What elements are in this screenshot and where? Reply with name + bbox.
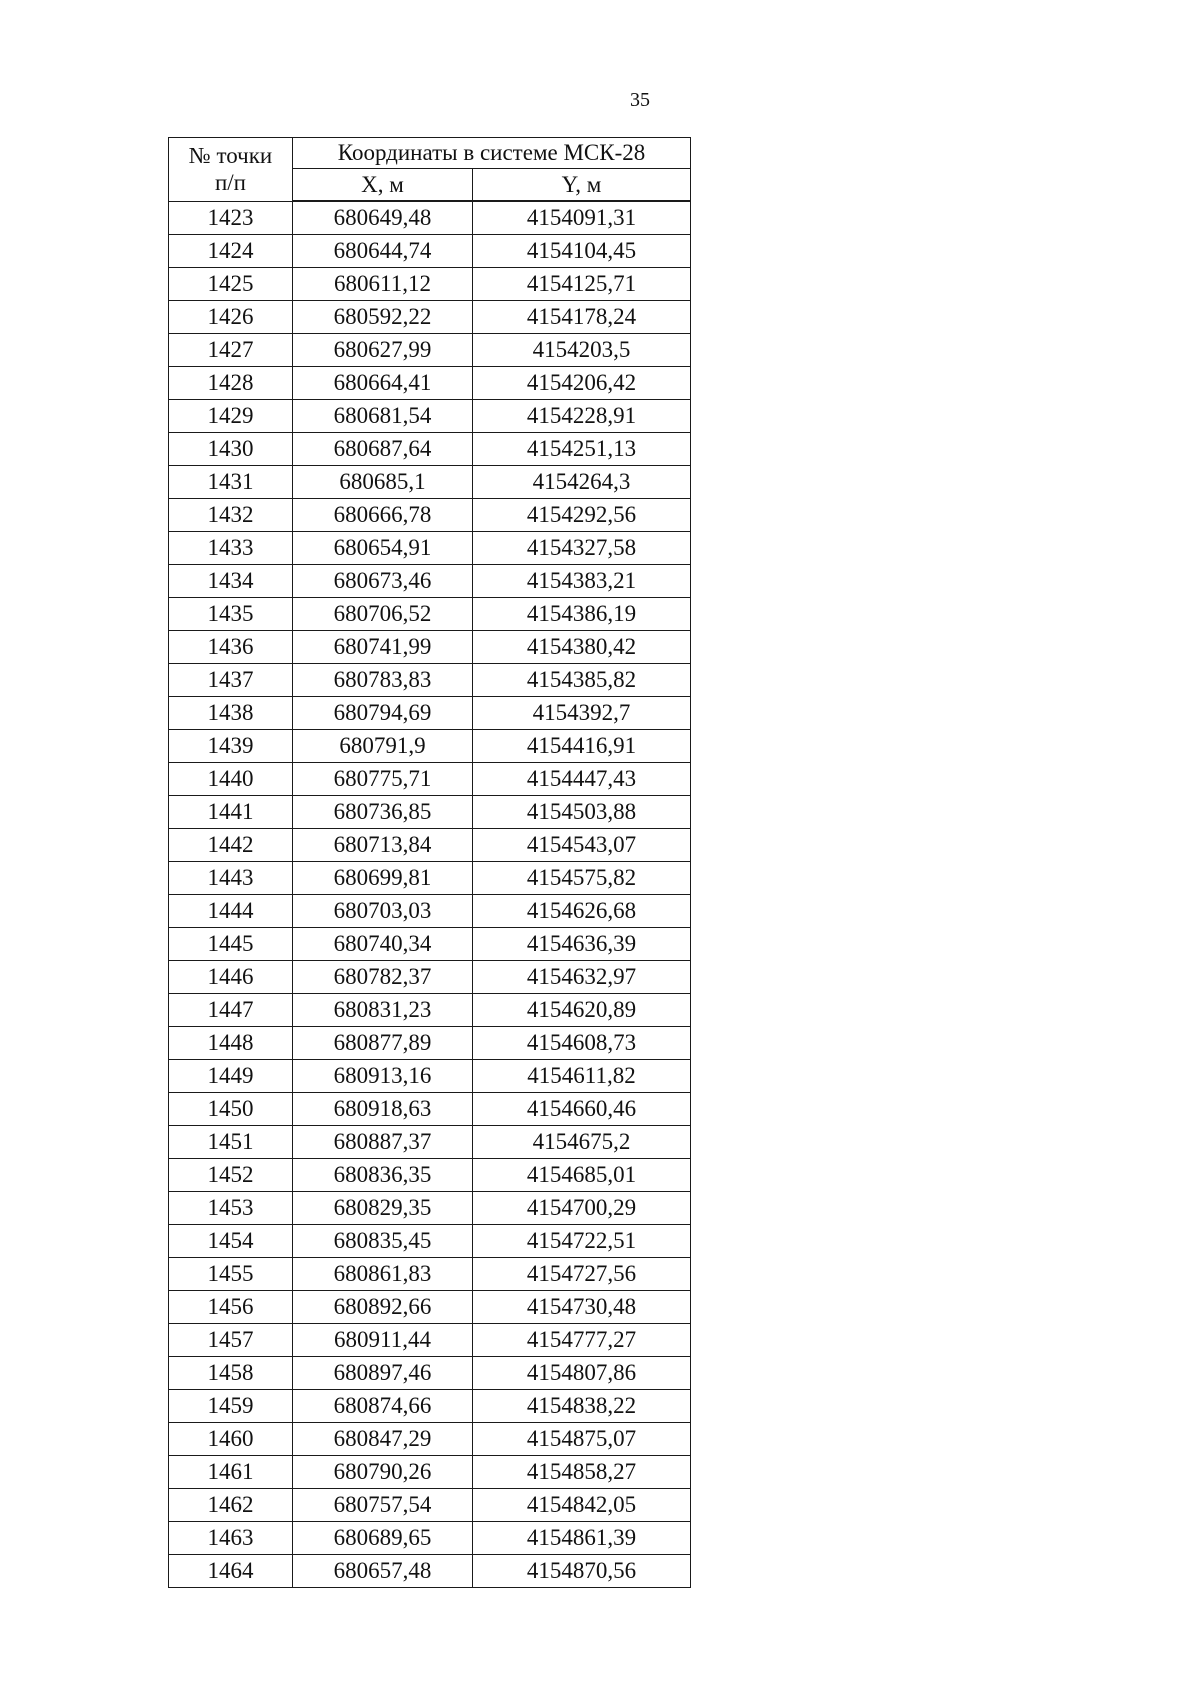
- table-row: [169, 1291, 691, 1324]
- y-coordinate-cell: 4154838,22: [473, 1390, 691, 1423]
- table-row: [169, 1357, 691, 1390]
- table-row: [169, 1159, 691, 1192]
- point-number-cell: 1446: [169, 961, 293, 994]
- x-coordinate-cell: 680829,35: [293, 1192, 473, 1225]
- x-coordinate-cell: 680918,63: [293, 1093, 473, 1126]
- point-number-cell: 1433: [169, 532, 293, 565]
- table-row: [169, 1522, 691, 1555]
- x-coordinate-cell: 680703,03: [293, 895, 473, 928]
- x-coordinate-cell: 680736,85: [293, 796, 473, 829]
- x-coordinate-cell: 680861,83: [293, 1258, 473, 1291]
- y-coordinate-cell: 4154842,05: [473, 1489, 691, 1522]
- point-number-cell: 1431: [169, 466, 293, 499]
- point-number-cell: 1456: [169, 1291, 293, 1324]
- x-coordinate-cell: 680913,16: [293, 1060, 473, 1093]
- point-number-cell: 1451: [169, 1126, 293, 1159]
- x-coordinate-cell: 680706,52: [293, 598, 473, 631]
- y-coordinate-cell: 4154327,58: [473, 532, 691, 565]
- y-coordinate-cell: 4154777,27: [473, 1324, 691, 1357]
- y-coordinate-cell: 4154104,45: [473, 235, 691, 268]
- y-coordinate-cell: 4154543,07: [473, 829, 691, 862]
- point-number-cell: 1428: [169, 367, 293, 400]
- table-row: [169, 1192, 691, 1225]
- x-coordinate-cell: 680835,45: [293, 1225, 473, 1258]
- x-coordinate-cell: 680831,23: [293, 994, 473, 1027]
- point-number-cell: 1462: [169, 1489, 293, 1522]
- y-coordinate-cell: 4154875,07: [473, 1423, 691, 1456]
- x-coordinate-cell: 680892,66: [293, 1291, 473, 1324]
- table-header: [169, 138, 691, 202]
- x-coordinate-cell: 680685,1: [293, 466, 473, 499]
- table-row: [169, 1555, 691, 1588]
- y-coordinate-cell: 4154203,5: [473, 334, 691, 367]
- table-row: [169, 631, 691, 664]
- y-coordinate-cell: 4154447,43: [473, 763, 691, 796]
- point-number-cell: 1448: [169, 1027, 293, 1060]
- table-row: [169, 829, 691, 862]
- y-coordinate-cell: 4154722,51: [473, 1225, 691, 1258]
- x-coordinate-cell: 680666,78: [293, 499, 473, 532]
- x-coordinate-cell: 680664,41: [293, 367, 473, 400]
- x-coordinate-cell: 680887,37: [293, 1126, 473, 1159]
- y-coordinate-cell: 4154608,73: [473, 1027, 691, 1060]
- point-number-header: [169, 138, 293, 202]
- x-coordinate-cell: 680673,46: [293, 565, 473, 598]
- y-coordinate-cell: 4154626,68: [473, 895, 691, 928]
- y-coordinate-cell: 4154632,97: [473, 961, 691, 994]
- y-coordinate-cell: 4154125,71: [473, 268, 691, 301]
- table-row: [169, 1225, 691, 1258]
- y-coordinate-cell: 4154700,29: [473, 1192, 691, 1225]
- point-number-cell: 1436: [169, 631, 293, 664]
- x-coordinate-cell: 680790,26: [293, 1456, 473, 1489]
- point-number-cell: 1442: [169, 829, 293, 862]
- page-number: 35: [630, 89, 650, 111]
- y-coordinate-cell: 4154251,13: [473, 433, 691, 466]
- x-coordinate-cell: 680657,48: [293, 1555, 473, 1588]
- table-row: [169, 1423, 691, 1456]
- y-coordinate-cell: 4154416,91: [473, 730, 691, 763]
- x-coordinate-cell: 680783,83: [293, 664, 473, 697]
- point-number-cell: 1453: [169, 1192, 293, 1225]
- y-coordinate-cell: 4154730,48: [473, 1291, 691, 1324]
- point-number-header-line2: п/п: [214, 170, 246, 196]
- y-coordinate-cell: 4154380,42: [473, 631, 691, 664]
- x-coordinate-cell: 680654,91: [293, 532, 473, 565]
- y-coordinate-cell: 4154685,01: [473, 1159, 691, 1192]
- point-number-header-line1: № точки: [188, 143, 273, 169]
- x-coordinate-cell: 680877,89: [293, 1027, 473, 1060]
- table-row: [169, 928, 691, 961]
- point-number-cell: 1434: [169, 565, 293, 598]
- point-number-cell: 1425: [169, 268, 293, 301]
- y-coordinate-cell: 4154611,82: [473, 1060, 691, 1093]
- y-coordinate-cell: 4154861,39: [473, 1522, 691, 1555]
- table-row: [169, 400, 691, 433]
- table-row: [169, 1093, 691, 1126]
- point-number-cell: 1454: [169, 1225, 293, 1258]
- table-row: [169, 730, 691, 763]
- x-coordinate-cell: 680644,74: [293, 235, 473, 268]
- table-row: [169, 201, 691, 235]
- table-row: [169, 367, 691, 400]
- y-coordinate-cell: 4154620,89: [473, 994, 691, 1027]
- table-row: [169, 235, 691, 268]
- x-coordinate-cell: 680782,37: [293, 961, 473, 994]
- table-row: [169, 961, 691, 994]
- point-number-cell: 1445: [169, 928, 293, 961]
- x-coordinate-cell: 680699,81: [293, 862, 473, 895]
- y-coordinate-cell: 4154091,31: [473, 201, 691, 235]
- point-number-cell: 1438: [169, 697, 293, 730]
- table-row: [169, 1489, 691, 1522]
- point-number-cell: 1463: [169, 1522, 293, 1555]
- table-row: [169, 499, 691, 532]
- coordinates-table: [168, 137, 691, 1588]
- x-coordinate-cell: 680874,66: [293, 1390, 473, 1423]
- x-coordinate-cell: 680592,22: [293, 301, 473, 334]
- point-number-cell: 1443: [169, 862, 293, 895]
- table-row: [169, 598, 691, 631]
- table-row: [169, 466, 691, 499]
- table-body: [169, 201, 691, 1588]
- y-coordinate-cell: 4154870,56: [473, 1555, 691, 1588]
- y-coordinate-cell: 4154385,82: [473, 664, 691, 697]
- table-row: [169, 433, 691, 466]
- table-row: [169, 1126, 691, 1159]
- y-coordinate-cell: 4154178,24: [473, 301, 691, 334]
- y-coordinate-cell: 4154228,91: [473, 400, 691, 433]
- y-coordinate-cell: 4154858,27: [473, 1456, 691, 1489]
- point-number-cell: 1429: [169, 400, 293, 433]
- x-coordinate-cell: 680836,35: [293, 1159, 473, 1192]
- coordinates-group-header: Координаты в системе МСК-28: [293, 138, 691, 169]
- y-coordinate-cell: 4154206,42: [473, 367, 691, 400]
- table-row: [169, 763, 691, 796]
- point-number-cell: 1461: [169, 1456, 293, 1489]
- y-coordinate-cell: 4154292,56: [473, 499, 691, 532]
- y-coordinate-cell: 4154575,82: [473, 862, 691, 895]
- y-coordinate-cell: 4154503,88: [473, 796, 691, 829]
- y-coordinate-cell: 4154386,19: [473, 598, 691, 631]
- x-coordinate-cell: 680757,54: [293, 1489, 473, 1522]
- x-coordinate-cell: 680847,29: [293, 1423, 473, 1456]
- table-row: [169, 1060, 691, 1093]
- table-row: [169, 1390, 691, 1423]
- x-coordinate-cell: 680791,9: [293, 730, 473, 763]
- x-coordinate-cell: 680611,12: [293, 268, 473, 301]
- table-row: [169, 862, 691, 895]
- y-coordinate-cell: 4154383,21: [473, 565, 691, 598]
- x-coordinate-cell: 680627,99: [293, 334, 473, 367]
- x-coordinate-cell: 680741,99: [293, 631, 473, 664]
- point-number-cell: 1450: [169, 1093, 293, 1126]
- y-coordinate-cell: 4154660,46: [473, 1093, 691, 1126]
- point-number-cell: 1427: [169, 334, 293, 367]
- point-number-cell: 1457: [169, 1324, 293, 1357]
- point-number-cell: 1435: [169, 598, 293, 631]
- point-number-cell: 1439: [169, 730, 293, 763]
- x-column-header: X, м: [293, 169, 473, 202]
- x-coordinate-cell: 680687,64: [293, 433, 473, 466]
- table-row: [169, 664, 691, 697]
- x-coordinate-cell: 680681,54: [293, 400, 473, 433]
- x-coordinate-cell: 680775,71: [293, 763, 473, 796]
- table-row: [169, 1456, 691, 1489]
- x-coordinate-cell: 680897,46: [293, 1357, 473, 1390]
- y-coordinate-cell: 4154675,2: [473, 1126, 691, 1159]
- table-row: [169, 1258, 691, 1291]
- point-number-cell: 1464: [169, 1555, 293, 1588]
- y-coordinate-cell: 4154392,7: [473, 697, 691, 730]
- x-coordinate-cell: 680649,48: [293, 201, 473, 235]
- point-number-cell: 1441: [169, 796, 293, 829]
- point-number-cell: 1426: [169, 301, 293, 334]
- table-row: [169, 301, 691, 334]
- y-column-header: Y, м: [473, 169, 691, 202]
- x-coordinate-cell: 680794,69: [293, 697, 473, 730]
- table-row: [169, 895, 691, 928]
- x-coordinate-cell: 680689,65: [293, 1522, 473, 1555]
- point-number-cell: 1430: [169, 433, 293, 466]
- y-coordinate-cell: 4154264,3: [473, 466, 691, 499]
- point-number-cell: 1459: [169, 1390, 293, 1423]
- point-number-cell: 1447: [169, 994, 293, 1027]
- table-row: [169, 994, 691, 1027]
- point-number-cell: 1449: [169, 1060, 293, 1093]
- y-coordinate-cell: 4154636,39: [473, 928, 691, 961]
- table-row: [169, 565, 691, 598]
- point-number-cell: 1455: [169, 1258, 293, 1291]
- x-coordinate-cell: 680740,34: [293, 928, 473, 961]
- table-row: [169, 532, 691, 565]
- point-number-cell: 1460: [169, 1423, 293, 1456]
- point-number-cell: 1424: [169, 235, 293, 268]
- table-row: [169, 1324, 691, 1357]
- y-coordinate-cell: 4154807,86: [473, 1357, 691, 1390]
- table-row: [169, 334, 691, 367]
- point-number-cell: 1458: [169, 1357, 293, 1390]
- point-number-cell: 1423: [169, 201, 293, 235]
- point-number-cell: 1432: [169, 499, 293, 532]
- table-row: [169, 268, 691, 301]
- x-coordinate-cell: 680713,84: [293, 829, 473, 862]
- point-number-cell: 1440: [169, 763, 293, 796]
- point-number-cell: 1444: [169, 895, 293, 928]
- table-row: [169, 697, 691, 730]
- point-number-cell: 1452: [169, 1159, 293, 1192]
- table-row: [169, 1027, 691, 1060]
- table-row: [169, 796, 691, 829]
- header-row-top: [169, 138, 691, 169]
- x-coordinate-cell: 680911,44: [293, 1324, 473, 1357]
- y-coordinate-cell: 4154727,56: [473, 1258, 691, 1291]
- point-number-cell: 1437: [169, 664, 293, 697]
